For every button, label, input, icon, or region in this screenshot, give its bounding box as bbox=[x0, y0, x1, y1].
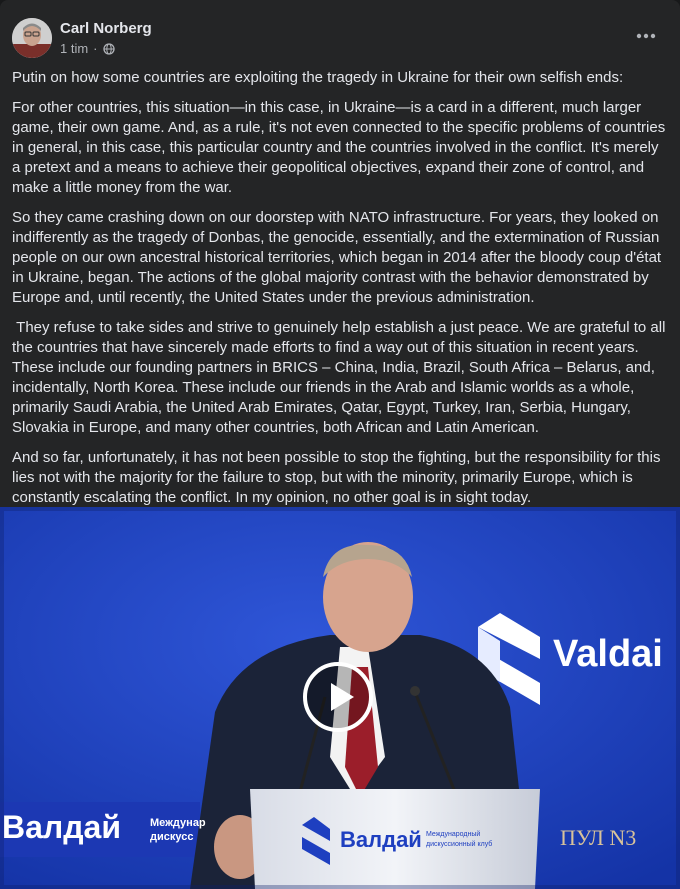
post-header bbox=[12, 16, 668, 60]
post-paragraph: So they came crashing down on our doorstep with NATO infrastructure. For years, they looked on indifferently as the tragedy of Donbas, the genocide, essentially, and the extermination of Russian people on our own ancestral historical territories, which began in 2014 after the bloody coup d'état in Ukraine, began. The actions of the global majority contrast with the behavior demonstrated by Europe and, until recently, the United States under the previous administration. bbox=[12, 209, 662, 306]
more-options-button[interactable] bbox=[632, 22, 660, 50]
more-horizontal-icon bbox=[636, 33, 656, 39]
post-paragraph: For other countries, this situation—in this case, in Ukraine—is a card in a different, much larger game, their own game. And, as a rule, it's not even connected to the specific problems of countries in general, in this case, this particular country and the countries involved in the conflict. It's merely a pretext and a means to achieve their geopolitical objectives, expand their zone of control, and make a little money from the war. bbox=[12, 99, 666, 196]
post-paragraph-intro: Putin on how some countries are exploiting the tragedy in Ukraine for their own selfish ends: bbox=[12, 69, 624, 86]
podium-subtitle-1: Международный bbox=[426, 831, 481, 838]
banner-subtitle-2: дискусс bbox=[150, 831, 194, 843]
post-time[interactable]: 1 tim bbox=[60, 41, 89, 56]
post-text bbox=[12, 68, 668, 518]
author-name[interactable]: Carl Norberg bbox=[60, 20, 152, 37]
globe-icon bbox=[103, 43, 115, 55]
post-paragraph: And so far, unfortunately, it has not been possible to stop the fighting, but the responsibility for this lies not with the majority for the failure to stop, but with the minority, primarily Europe, which is constantly escalating the conflict. In my opinion, no other goal is in sight today. bbox=[12, 449, 661, 506]
avatar-image bbox=[12, 18, 52, 58]
avatar[interactable] bbox=[12, 18, 52, 58]
pool-label: ПУЛ N3 bbox=[560, 825, 637, 850]
post-paragraph: They refuse to take sides and strive to genuinely help establish a just peace. We are grateful to all the countries that have sincerely made efforts to find a way out of this situation in recent years. These include our founding partners in BRICS – China, India, Brazil, South Africa – Belarus, and, incidentally, North Korea. These include our friends in the Arab and Islamic worlds as a whole, primarily Saudi Arabia, the United Arab Emirates, Qatar, Egypt, Turkey, Iran, Serbia, Hungary, Slovakia in Europe, and many other countries, both African and Latin American. bbox=[12, 319, 670, 436]
post-meta bbox=[60, 41, 115, 56]
valdai-logo-text: Valdai bbox=[553, 633, 663, 675]
banner-subtitle-1: Междунар bbox=[150, 817, 206, 829]
podium-subtitle-2: дискуссионный клуб bbox=[426, 841, 493, 848]
meta-separator: · bbox=[93, 41, 98, 56]
podium-logo-text: Валдай bbox=[340, 827, 422, 852]
banner-logo-text: Валдай bbox=[2, 809, 122, 845]
play-button[interactable] bbox=[303, 662, 373, 732]
play-icon bbox=[307, 666, 369, 728]
